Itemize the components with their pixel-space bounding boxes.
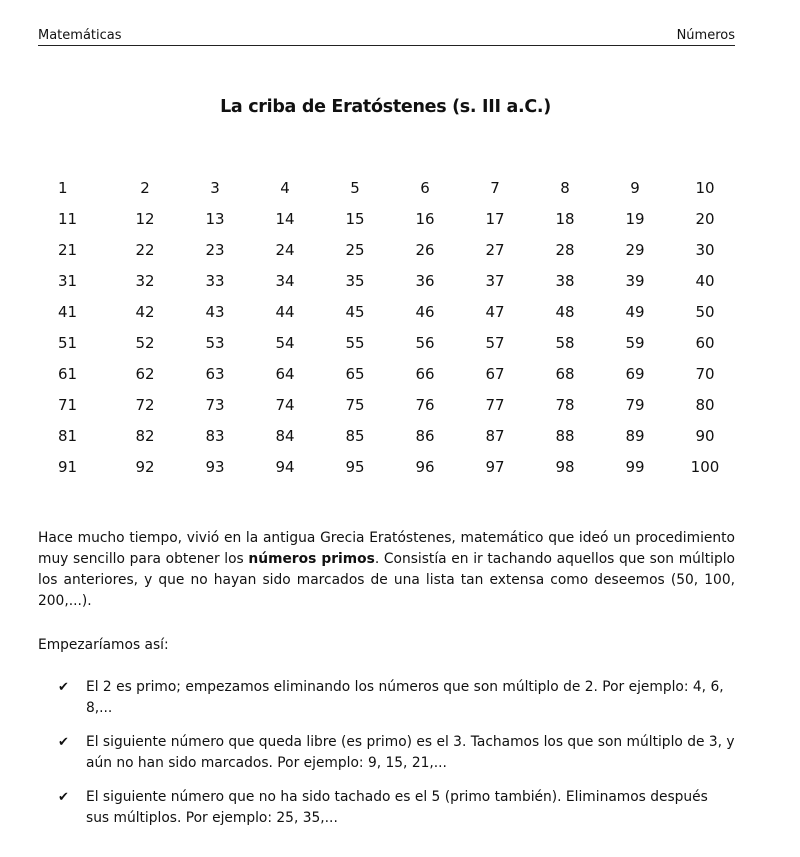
page-title: La criba de Eratóstenes (s. III a.C.) [220,97,551,117]
grid-number: 84 [275,427,295,445]
grid-number: 38 [555,272,575,290]
grid-number: 57 [485,334,505,352]
grid-number: 96 [415,458,435,476]
grid-number: 85 [345,427,365,445]
primes-bold-text: números primos [248,551,375,567]
grid-number: 17 [485,210,505,228]
grid-number: 10 [695,179,715,197]
grid-number: 77 [485,396,505,414]
grid-number: 97 [485,458,505,476]
grid-number: 23 [205,241,225,259]
grid-number: 87 [485,427,505,445]
grid-number: 91 [58,458,78,476]
grid-number: 1 [58,179,68,197]
grid-number: 73 [205,396,225,414]
grid-number: 100 [690,458,720,476]
grid-number: 92 [135,458,155,476]
grid-number: 40 [695,272,715,290]
list-item [58,732,735,774]
grid-number: 22 [135,241,155,259]
grid-number: 68 [555,365,575,383]
grid-number: 31 [58,272,78,290]
grid-number: 65 [345,365,365,383]
grid-number: 50 [695,303,715,321]
grid-number: 20 [695,210,715,228]
number-grid [40,173,740,483]
grid-number: 80 [695,396,715,414]
page-header [38,28,735,46]
grid-number: 26 [415,241,435,259]
grid-number: 76 [415,396,435,414]
check-mark-icon: ✔ [58,735,69,750]
grid-number: 11 [58,210,78,228]
grid-number: 47 [485,303,505,321]
grid-number: 70 [695,365,715,383]
grid-number: 69 [625,365,645,383]
grid-number: 62 [135,365,155,383]
grid-number: 48 [555,303,575,321]
grid-number: 34 [275,272,295,290]
grid-number: 95 [345,458,365,476]
grid-number: 51 [58,334,78,352]
paragraph-text-1: Hace mucho tiempo, vivió en la antigua Grecia Eratóstenes, matemático que ideó un procedimiento muy sencillo para obtener los [38,530,735,567]
grid-number: 53 [205,334,225,352]
list-item [58,677,735,719]
grid-number: 6 [420,179,430,197]
grid-number: 41 [58,303,78,321]
grid-number: 93 [205,458,225,476]
grid-number: 39 [625,272,645,290]
grid-number: 54 [275,334,295,352]
check-mark-icon: ✔ [58,680,69,695]
grid-number: 42 [135,303,155,321]
grid-number: 13 [205,210,225,228]
grid-number: 19 [625,210,645,228]
grid-number: 86 [415,427,435,445]
grid-number: 46 [415,303,435,321]
grid-number: 60 [695,334,715,352]
grid-number: 61 [58,365,78,383]
grid-number: 7 [490,179,500,197]
grid-number: 28 [555,241,575,259]
grid-number: 89 [625,427,645,445]
grid-number: 71 [58,396,78,414]
list-item [58,787,735,829]
intro-paragraph [38,528,735,612]
grid-number: 67 [485,365,505,383]
grid-number: 72 [135,396,155,414]
grid-number: 56 [415,334,435,352]
grid-number: 90 [695,427,715,445]
grid-number: 25 [345,241,365,259]
grid-number: 52 [135,334,155,352]
grid-number: 18 [555,210,575,228]
grid-number: 78 [555,396,575,414]
grid-number: 16 [415,210,435,228]
list-item-text: El siguiente número que queda libre (es primo) es el 3. Tachamos los que son múltiplo de 3, y aún no han sido marcados. Por ejemplo: 9, 15, 21,... [86,734,735,771]
check-mark-icon: ✔ [58,790,69,805]
grid-number: 45 [345,303,365,321]
grid-number: 74 [275,396,295,414]
grid-number: 58 [555,334,575,352]
grid-number: 37 [485,272,505,290]
grid-number: 3 [210,179,220,197]
grid-number: 59 [625,334,645,352]
grid-number: 24 [275,241,295,259]
grid-number: 55 [345,334,365,352]
grid-number: 64 [275,365,295,383]
grid-number: 79 [625,396,645,414]
paragraph-text-2: . Consistía en ir tachando aquellos que son múltiplo los anteriores, y que no hayan sido marcados de una lista tan extensa como deseemos (50, 100, 200,...). [38,551,735,609]
list-item-text: El siguiente número que no ha sido tachado es el 5 (primo también). Eliminamos después sus múltiplos. Por ejemplo: 25, 35,... [86,789,708,826]
grid-number: 9 [630,179,640,197]
list-item-text: El 2 es primo; empezamos eliminando los números que son múltiplo de 2. Por ejemplo: 4, 6, 8,... [86,679,724,716]
grid-number: 27 [485,241,505,259]
grid-number: 29 [625,241,645,259]
grid-number: 35 [345,272,365,290]
grid-number: 81 [58,427,78,445]
grid-number: 83 [205,427,225,445]
grid-number: 2 [140,179,150,197]
grid-number: 43 [205,303,225,321]
grid-number: 98 [555,458,575,476]
grid-number: 8 [560,179,570,197]
grid-number: 66 [415,365,435,383]
start-label: Empezaríamos así: [38,637,169,653]
grid-number: 36 [415,272,435,290]
grid-number: 15 [345,210,365,228]
grid-number: 30 [695,241,715,259]
grid-number: 44 [275,303,295,321]
header-subject: Matemáticas [38,28,122,43]
grid-number: 82 [135,427,155,445]
grid-number: 33 [205,272,225,290]
grid-number: 99 [625,458,645,476]
grid-number: 88 [555,427,575,445]
grid-number: 63 [205,365,225,383]
grid-number: 49 [625,303,645,321]
grid-number: 12 [135,210,155,228]
grid-number: 21 [58,241,78,259]
grid-number: 75 [345,396,365,414]
grid-number: 14 [275,210,295,228]
grid-number: 32 [135,272,155,290]
grid-number: 5 [350,179,360,197]
steps-list [58,677,735,842]
header-topic: Números [676,28,735,43]
grid-number: 94 [275,458,295,476]
grid-number: 4 [280,179,290,197]
